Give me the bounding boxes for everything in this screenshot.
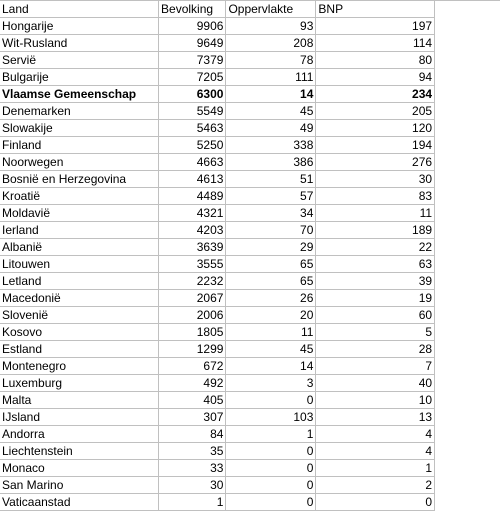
cell-land[interactable]: Wit-Rusland [0, 35, 159, 52]
cell-bevolking[interactable]: 4613 [159, 171, 226, 188]
cell-bnp[interactable]: 63 [316, 256, 435, 273]
cell-bevolking[interactable]: 35 [159, 443, 226, 460]
table-row [0, 307, 500, 324]
cell-bnp[interactable]: 80 [316, 52, 435, 69]
cell-land[interactable]: Andorra [0, 426, 159, 443]
cell-bnp[interactable]: 10 [316, 392, 435, 409]
table-row [0, 494, 500, 511]
cell-oppervlakte[interactable]: 386 [226, 154, 316, 171]
cell-oppervlakte[interactable]: 29 [226, 239, 316, 256]
cell-oppervlakte[interactable]: 65 [226, 273, 316, 290]
cell-oppervlakte[interactable]: 338 [226, 137, 316, 154]
empty-cell[interactable] [435, 188, 500, 205]
cell-oppervlakte[interactable]: 11 [226, 324, 316, 341]
cell-land[interactable]: Liechtenstein [0, 443, 159, 460]
cell-bnp[interactable]: 2 [316, 477, 435, 494]
cell-land[interactable]: Moldavië [0, 205, 159, 222]
cell-land[interactable]: Letland [0, 273, 159, 290]
cell-bnp[interactable]: 39 [316, 273, 435, 290]
header-cell-oppervlakte[interactable]: Oppervlakte [226, 1, 316, 18]
table-row [0, 137, 500, 154]
cell-oppervlakte[interactable]: 14 [226, 86, 316, 103]
cell-bnp[interactable]: 234 [316, 86, 435, 103]
empty-cell[interactable] [435, 443, 500, 460]
cell-bevolking[interactable]: 1299 [159, 341, 226, 358]
cell-bnp[interactable]: 120 [316, 120, 435, 137]
cell-bnp[interactable]: 22 [316, 239, 435, 256]
empty-cell[interactable] [435, 205, 500, 222]
cell-land[interactable]: Montenegro [0, 358, 159, 375]
cell-oppervlakte[interactable]: 51 [226, 171, 316, 188]
cell-bnp[interactable]: 194 [316, 137, 435, 154]
cell-bevolking[interactable]: 1 [159, 494, 226, 511]
cell-bnp[interactable]: 276 [316, 154, 435, 171]
cell-land[interactable]: Albanië [0, 239, 159, 256]
empty-cell[interactable] [435, 120, 500, 137]
table-row [0, 103, 500, 120]
cell-land[interactable]: Kroatië [0, 188, 159, 205]
cell-oppervlakte[interactable]: 49 [226, 120, 316, 137]
table-row [0, 35, 500, 52]
cell-bevolking[interactable]: 9906 [159, 18, 226, 35]
cell-bnp[interactable]: 189 [316, 222, 435, 239]
cell-bnp[interactable]: 205 [316, 103, 435, 120]
empty-cell[interactable] [435, 290, 500, 307]
cell-bevolking[interactable]: 33 [159, 460, 226, 477]
cell-land[interactable]: Ierland [0, 222, 159, 239]
empty-cell[interactable] [435, 1, 500, 18]
table-row [0, 477, 500, 494]
cell-oppervlakte[interactable]: 0 [226, 477, 316, 494]
cell-bevolking[interactable]: 4663 [159, 154, 226, 171]
cell-oppervlakte[interactable]: 3 [226, 375, 316, 392]
empty-cell[interactable] [435, 307, 500, 324]
cell-bnp[interactable]: 13 [316, 409, 435, 426]
empty-cell[interactable] [435, 358, 500, 375]
cell-bevolking[interactable]: 5250 [159, 137, 226, 154]
cell-bevolking[interactable]: 84 [159, 426, 226, 443]
cell-land[interactable]: Kosovo [0, 324, 159, 341]
header-cell-land[interactable]: Land [0, 1, 159, 18]
cell-bevolking[interactable]: 405 [159, 392, 226, 409]
table-row [0, 52, 500, 69]
cell-land[interactable]: Malta [0, 392, 159, 409]
empty-cell[interactable] [435, 256, 500, 273]
table-row [0, 188, 500, 205]
empty-cell[interactable] [435, 273, 500, 290]
empty-cell[interactable] [435, 375, 500, 392]
cell-land[interactable]: Slowakije [0, 120, 159, 137]
table-row [0, 154, 500, 171]
cell-oppervlakte[interactable]: 45 [226, 103, 316, 120]
cell-bevolking[interactable]: 672 [159, 358, 226, 375]
cell-bevolking[interactable]: 5549 [159, 103, 226, 120]
cell-oppervlakte[interactable]: 208 [226, 35, 316, 52]
cell-land[interactable]: Denemarken [0, 103, 159, 120]
empty-cell[interactable] [435, 426, 500, 443]
cell-bevolking[interactable]: 2006 [159, 307, 226, 324]
cell-bevolking[interactable]: 7205 [159, 69, 226, 86]
table-row [0, 120, 500, 137]
cell-bevolking[interactable]: 4321 [159, 205, 226, 222]
cell-bevolking[interactable]: 7379 [159, 52, 226, 69]
cell-oppervlakte[interactable]: 14 [226, 358, 316, 375]
cell-oppervlakte[interactable]: 45 [226, 341, 316, 358]
cell-bnp[interactable]: 94 [316, 69, 435, 86]
empty-cell[interactable] [435, 52, 500, 69]
cell-bevolking[interactable]: 4203 [159, 222, 226, 239]
cell-land[interactable]: Bosnië en Herzegovina [0, 171, 159, 188]
cell-oppervlakte[interactable]: 111 [226, 69, 316, 86]
table-row [0, 426, 500, 443]
cell-bnp[interactable]: 30 [316, 171, 435, 188]
cell-bnp[interactable]: 1 [316, 460, 435, 477]
cell-bevolking[interactable]: 30 [159, 477, 226, 494]
table-row [0, 18, 500, 35]
empty-cell[interactable] [435, 103, 500, 120]
table-row [0, 86, 500, 103]
cell-bnp[interactable]: 4 [316, 426, 435, 443]
empty-cell[interactable] [435, 239, 500, 256]
cell-land[interactable]: Bulgarije [0, 69, 159, 86]
cell-land[interactable]: Estland [0, 341, 159, 358]
cell-land[interactable]: Noorwegen [0, 154, 159, 171]
empty-cell[interactable] [435, 18, 500, 35]
cell-bevolking[interactable]: 9649 [159, 35, 226, 52]
cell-bnp[interactable]: 60 [316, 307, 435, 324]
cell-bnp[interactable]: 4 [316, 443, 435, 460]
cell-land[interactable]: Litouwen [0, 256, 159, 273]
cell-bevolking[interactable]: 5463 [159, 120, 226, 137]
cell-oppervlakte[interactable]: 0 [226, 443, 316, 460]
table-row [0, 392, 500, 409]
cell-bevolking[interactable]: 307 [159, 409, 226, 426]
table-row [0, 341, 500, 358]
cell-bevolking[interactable]: 6300 [159, 86, 226, 103]
table-row [0, 69, 500, 86]
cell-land[interactable]: Monaco [0, 460, 159, 477]
table-row [0, 256, 500, 273]
empty-cell[interactable] [435, 86, 500, 103]
cell-oppervlakte[interactable]: 57 [226, 188, 316, 205]
cell-land[interactable]: Hongarije [0, 18, 159, 35]
header-row [0, 1, 500, 18]
table-row [0, 460, 500, 477]
cell-bevolking[interactable]: 3639 [159, 239, 226, 256]
cell-bnp[interactable]: 197 [316, 18, 435, 35]
table-row [0, 290, 500, 307]
empty-cell[interactable] [435, 460, 500, 477]
empty-cell[interactable] [435, 341, 500, 358]
cell-bnp[interactable]: 7 [316, 358, 435, 375]
empty-cell[interactable] [435, 409, 500, 426]
cell-bnp[interactable]: 19 [316, 290, 435, 307]
cell-oppervlakte[interactable]: 93 [226, 18, 316, 35]
empty-cell[interactable] [435, 35, 500, 52]
cell-bnp[interactable]: 114 [316, 35, 435, 52]
header-cell-bevolking[interactable]: Bevolking [159, 1, 226, 18]
cell-oppervlakte[interactable]: 1 [226, 426, 316, 443]
cell-bnp[interactable]: 28 [316, 341, 435, 358]
cell-bnp[interactable]: 5 [316, 324, 435, 341]
cell-bevolking[interactable]: 1805 [159, 324, 226, 341]
table-row [0, 324, 500, 341]
header-cell-bnp[interactable]: BNP [316, 1, 435, 18]
cell-bnp[interactable]: 11 [316, 205, 435, 222]
empty-cell[interactable] [435, 69, 500, 86]
cell-bevolking[interactable]: 492 [159, 375, 226, 392]
cell-land[interactable]: Servië [0, 52, 159, 69]
table-row [0, 171, 500, 188]
cell-oppervlakte[interactable]: 0 [226, 392, 316, 409]
cell-land[interactable]: Macedonië [0, 290, 159, 307]
table-row [0, 205, 500, 222]
table-row [0, 409, 500, 426]
table-row [0, 222, 500, 239]
cell-oppervlakte[interactable]: 65 [226, 256, 316, 273]
empty-cell[interactable] [435, 171, 500, 188]
table-row [0, 443, 500, 460]
cell-land[interactable]: Vlaamse Gemeenschap [0, 86, 159, 103]
table-row [0, 273, 500, 290]
cell-bevolking[interactable]: 2067 [159, 290, 226, 307]
empty-cell[interactable] [435, 324, 500, 341]
table-row [0, 375, 500, 392]
cell-land[interactable]: San Marino [0, 477, 159, 494]
cell-bevolking[interactable]: 4489 [159, 188, 226, 205]
empty-cell[interactable] [435, 477, 500, 494]
cell-bevolking[interactable]: 3555 [159, 256, 226, 273]
cell-bnp[interactable]: 40 [316, 375, 435, 392]
empty-cell[interactable] [435, 154, 500, 171]
cell-bnp[interactable]: 0 [316, 494, 435, 511]
table-row [0, 239, 500, 256]
cell-land[interactable]: IJsland [0, 409, 159, 426]
cell-oppervlakte[interactable]: 34 [226, 205, 316, 222]
cell-land[interactable]: Vaticaanstad [0, 494, 159, 511]
cell-bevolking[interactable]: 2232 [159, 273, 226, 290]
empty-cell[interactable] [435, 392, 500, 409]
table-row [0, 358, 500, 375]
cell-oppervlakte[interactable]: 20 [226, 307, 316, 324]
cell-land[interactable]: Luxemburg [0, 375, 159, 392]
empty-cell[interactable] [435, 494, 500, 511]
empty-cell[interactable] [435, 222, 500, 239]
cell-oppervlakte[interactable]: 103 [226, 409, 316, 426]
cell-oppervlakte[interactable]: 26 [226, 290, 316, 307]
cell-oppervlakte[interactable]: 70 [226, 222, 316, 239]
cell-oppervlakte[interactable]: 0 [226, 494, 316, 511]
cell-bnp[interactable]: 83 [316, 188, 435, 205]
cell-land[interactable]: Finland [0, 137, 159, 154]
cell-oppervlakte[interactable]: 0 [226, 460, 316, 477]
empty-cell[interactable] [435, 137, 500, 154]
table-body [0, 18, 500, 511]
cell-land[interactable]: Slovenië [0, 307, 159, 324]
cell-oppervlakte[interactable]: 78 [226, 52, 316, 69]
